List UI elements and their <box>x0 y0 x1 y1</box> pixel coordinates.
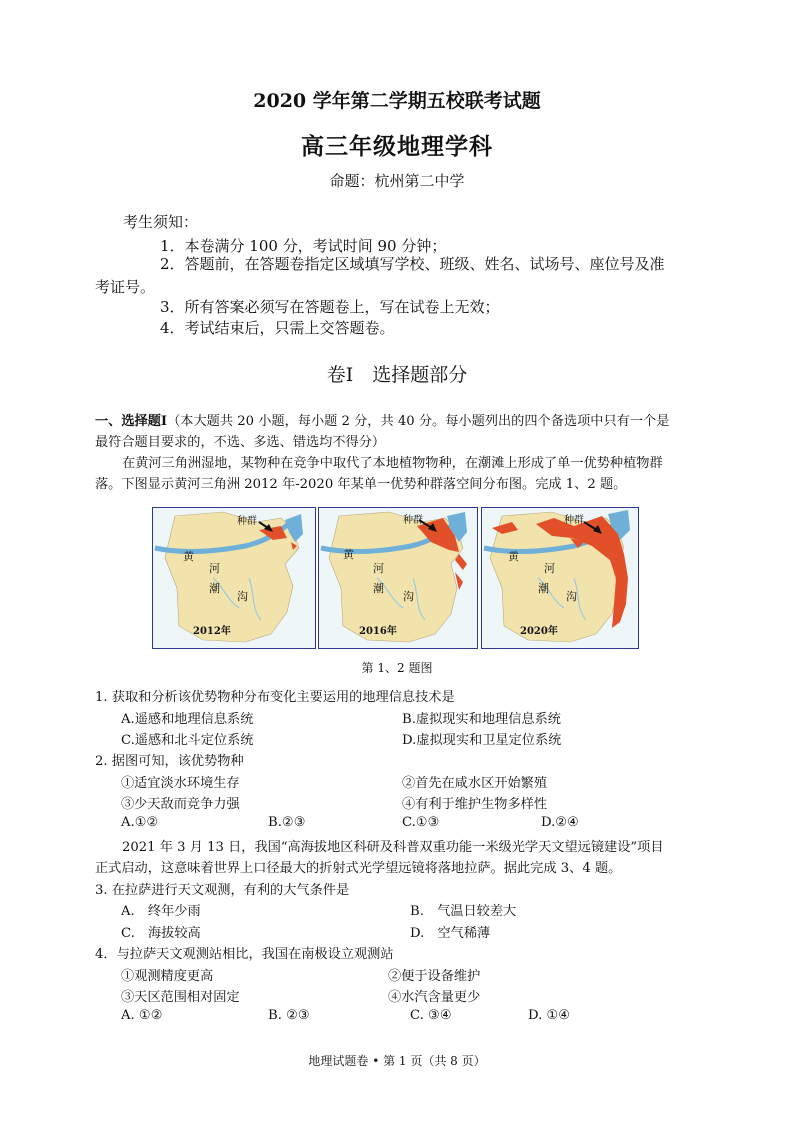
author-line: 命题：杭州第二中学 <box>329 172 465 190</box>
q2-item-4: ④有利于维护生物多样性 <box>402 797 548 812</box>
notice-item-1: 1．本卷满分 100 分，考试时间 90 分钟； <box>160 237 447 255</box>
notice-item-3: 3．所有答案必须写在答题卷上，写在试卷上无效； <box>160 298 500 316</box>
q1-option-b: B.虚拟现实和地理信息系统 <box>402 712 561 727</box>
map-year-label: 2020年 <box>520 626 558 637</box>
q1-option-d: D.虚拟现实和卫星定位系统 <box>402 733 562 748</box>
part1-intro-line2: 最符合题目要求的，不选、多选、错选均不得分） <box>95 435 386 450</box>
q1-option-c: C.遥感和北斗定位系统 <box>121 733 254 748</box>
figure-caption: 第 1、2 题图 <box>361 661 433 675</box>
q1-stem: 1. 获取和分析该优势物种分布变化主要运用的地理信息技术是 <box>95 690 455 705</box>
q4-item-4: ④水汽含量更少 <box>388 990 481 1005</box>
q2-stem: 2. 据图可知，该优势物种 <box>95 754 244 769</box>
part1-intro-text: （本大题共 20 小题，每小题 2 分，共 40 分。每小题列出的四个备选项中只有一个是 <box>167 414 670 429</box>
map-label-species: 种群 <box>237 516 257 527</box>
notice-item-2-cont: 考证号。 <box>95 278 156 296</box>
q4-stem: 4．与拉萨天文观测站相比，我国在南极设立观测站 <box>95 947 394 962</box>
map-year-label: 2016年 <box>359 626 397 637</box>
map-label-species: 种群 <box>403 515 423 526</box>
section-title: 卷Ⅰ 选择题部分 <box>326 364 468 386</box>
q4-item-3: ③天区范围相对固定 <box>121 990 240 1005</box>
q2-item-1: ①适宜淡水环境生存 <box>121 776 240 791</box>
map-label-gou: 沟 <box>566 590 577 603</box>
notice-heading: 考生须知： <box>123 213 199 231</box>
q4-option-d: D. ①④ <box>528 1008 571 1023</box>
passage1-line1: 在黄河三角洲湿地，某物种在竞争中取代了本地植物物种，在潮滩上形成了单一优势种植物群 <box>122 456 663 471</box>
map-panel-2012 <box>152 507 316 649</box>
subject-title: 高三年级地理学科 <box>301 133 493 160</box>
part1-heading: 一、选择题Ⅰ <box>95 414 168 429</box>
q2-option-a: A.①② <box>121 815 159 830</box>
map-label-chao: 潮 <box>538 582 549 595</box>
notice-item-2: 2．答题前，在答题卷指定区域填写学校、班级、姓名、试场号、座位号及准 <box>160 255 665 273</box>
map-label-huang: 黄 <box>508 550 519 563</box>
part1-intro-line1 <box>95 410 669 429</box>
map-label-chao: 潮 <box>209 582 220 595</box>
map-graphic <box>319 508 477 648</box>
q4-option-c: C. ③④ <box>410 1008 452 1023</box>
q2-option-c: C.①③ <box>402 815 440 830</box>
q2-option-b: B.②③ <box>268 815 306 830</box>
map-label-gou: 沟 <box>403 590 414 603</box>
map-graphic <box>482 508 638 648</box>
passage1-line2: 落。下图显示黄河三角洲 2012 年-2020 年某单一优势种群落空间分布图。完成 1、2 题。 <box>95 477 627 492</box>
notice-item-4: 4．考试结束后，只需上交答题卷。 <box>160 319 395 337</box>
page-footer: 地理试题卷 • 第 1 页（共 8 页） <box>308 1054 486 1068</box>
q3-stem: 3. 在拉萨进行天文观测，有利的大气条件是 <box>95 883 350 898</box>
map-graphic <box>153 508 315 648</box>
map-label-he: 河 <box>544 562 555 575</box>
q1-option-a: A.遥感和地理信息系统 <box>121 712 254 727</box>
q3-option-b: B. 气温日较差大 <box>410 904 517 919</box>
q4-option-b: B. ②③ <box>268 1008 310 1023</box>
q4-option-a: A. ①② <box>121 1008 163 1023</box>
q2-item-2: ②首先在咸水区开始繁殖 <box>402 776 548 791</box>
passage2-line2: 正式启动，这意味着世界上口径最大的折射式光学望远镜将落地拉萨。据此完成 3、4 题。 <box>95 861 622 876</box>
exam-title: 2020 学年第二学期五校联考试题 <box>253 90 541 112</box>
map-panel-2016 <box>318 507 478 649</box>
q4-item-2: ②便于设备维护 <box>388 969 481 984</box>
q4-item-1: ①观测精度更高 <box>121 969 214 984</box>
map-label-gou: 沟 <box>237 590 248 603</box>
passage2-line1: 2021 年 3 月 13 日，我国“高海拔地区科研及科普双重功能一米级光学天文望远镜建设”项目 <box>122 840 664 855</box>
q2-item-3: ③少天敌而竞争力强 <box>121 797 240 812</box>
q3-option-d: D. 空气稀薄 <box>410 926 491 941</box>
map-label-huang: 黄 <box>343 548 354 561</box>
map-label-huang: 黄 <box>183 550 194 563</box>
q3-option-c: C. 海拔较高 <box>121 926 201 941</box>
q3-option-a: A. 终年少雨 <box>121 904 201 919</box>
map-panel-2020 <box>481 507 639 649</box>
map-label-he: 河 <box>373 562 384 575</box>
map-label-chao: 潮 <box>373 582 384 595</box>
map-label-he: 河 <box>209 562 220 575</box>
q2-option-d: D.②④ <box>541 815 579 830</box>
map-label-species: 种群 <box>564 515 584 526</box>
map-year-label: 2012年 <box>193 626 231 637</box>
